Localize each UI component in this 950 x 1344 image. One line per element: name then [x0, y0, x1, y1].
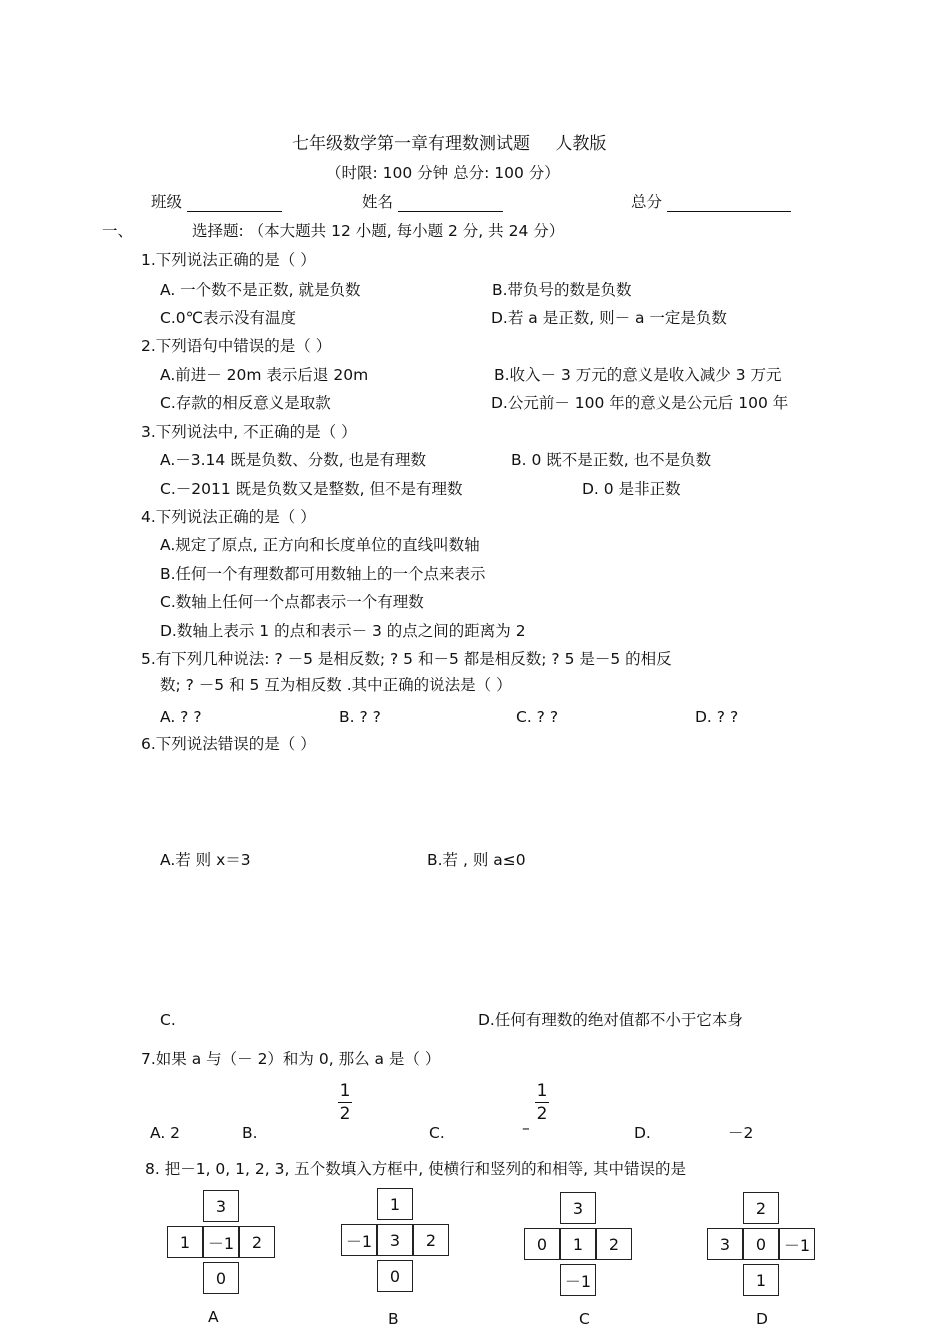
name-blank[interactable] [398, 194, 503, 212]
q1-option-b: B.带负号的数是负数 [492, 281, 632, 299]
grid-cell-right: 2 [596, 1228, 632, 1260]
grid-cell-center: 1 [560, 1228, 596, 1260]
edition-text: 人教版 [555, 134, 607, 154]
grid-cell-bottom: 1 [743, 1264, 779, 1296]
score-label: 总分 [631, 193, 663, 211]
subtitle: （时限: 100 分钟 总分: 100 分） [326, 164, 560, 182]
grid-cell-left: 0 [524, 1228, 560, 1260]
grid-cell-top: 1 [377, 1188, 413, 1220]
grid-cell-left: 1 [167, 1226, 203, 1258]
q1-stem: 1.下列说法正确的是（ ） [141, 251, 316, 269]
fraction-numerator: 1 [339, 1081, 351, 1101]
grid-label-b: B [388, 1310, 399, 1328]
q1-option-a: A. 一个数不是正数, 就是负数 [160, 281, 361, 299]
q2-option-c: C.存款的相反意义是取款 [160, 394, 331, 412]
q2-stem: 2.下列语句中错误的是（ ） [141, 337, 332, 355]
q5-option-a: A. ? ? [160, 708, 202, 726]
q1-option-c: C.0℃表示没有温度 [160, 309, 297, 327]
grid-cell-left: －1 [341, 1224, 377, 1256]
q7-option-a: A. 2 [150, 1124, 181, 1142]
q4-option-a: A.规定了原点, 正方向和长度单位的直线叫数轴 [160, 536, 480, 554]
grid-cell-top: 3 [560, 1192, 596, 1224]
fraction-bar [535, 1102, 549, 1103]
q4-option-c: C.数轴上任何一个点都表示一个有理数 [160, 593, 424, 611]
q2-option-d: D.公元前－ 100 年的意义是公元后 100 年 [491, 394, 789, 412]
q7-option-b-fraction [338, 1082, 352, 1123]
fraction-numerator: 1 [536, 1081, 548, 1101]
q7-option-d: D. [634, 1124, 651, 1142]
fraction-bar [338, 1102, 352, 1103]
q6-stem: 6.下列说法错误的是（ ） [141, 735, 316, 753]
q5-stem-line2: 数; ? －5 和 5 互为相反数 .其中正确的说法是（ ） [160, 676, 512, 694]
q4-option-d: D.数轴上表示 1 的点和表示－ 3 的点之间的距离为 2 [160, 622, 526, 640]
grid-cell-center: －1 [203, 1226, 239, 1258]
grid-label-d: D [756, 1310, 768, 1328]
grid-cell-left: 3 [707, 1228, 743, 1260]
grid-cell-top: 2 [743, 1192, 779, 1224]
grid-cell-right: －1 [779, 1228, 815, 1260]
grid-cell-right: 2 [413, 1224, 449, 1256]
q1-option-d: D.若 a 是正数, 则－ a 一定是负数 [491, 309, 727, 327]
q3-option-d: D. 0 是非正数 [582, 480, 681, 498]
q3-option-b: B. 0 既不是正数, 也不是负数 [511, 451, 712, 469]
section-number: 一、 [102, 222, 134, 240]
cross-grid-c [524, 1192, 632, 1296]
grid-cell-bottom: 0 [203, 1262, 239, 1294]
q7-option-c-fraction [535, 1082, 549, 1123]
grid-cell-center: 3 [377, 1224, 413, 1256]
title-text: 七年级数学第一章有理数测试题 [292, 134, 530, 154]
q6-option-b: B.若 , 则 a≤0 [427, 851, 526, 869]
q7-option-b: B. [242, 1124, 258, 1142]
class-label: 班级 [151, 193, 183, 211]
q5-option-d: D. ? ? [695, 708, 739, 726]
q6-option-a: A.若 则 x＝3 [160, 851, 251, 869]
q5-option-c: C. ? ? [516, 708, 559, 726]
score-blank[interactable] [667, 194, 791, 212]
q3-option-c: C.－2011 既是负数又是整数, 但不是有理数 [160, 480, 463, 498]
q3-stem: 3.下列说法中, 不正确的是（ ） [141, 423, 357, 441]
grid-label-c: C [579, 1310, 590, 1328]
grid-cell-bottom: －1 [560, 1264, 596, 1296]
q4-stem: 4.下列说法正确的是（ ） [141, 508, 316, 526]
section-heading: 选择题: （本大题共 12 小题, 每小题 2 分, 共 24 分） [192, 222, 565, 240]
grid-cell-top: 3 [203, 1190, 239, 1222]
q7-option-c: C. [429, 1124, 445, 1142]
q7-option-d-value: －2 [728, 1124, 754, 1142]
q6-option-c: C. [160, 1011, 176, 1029]
name-label: 姓名 [362, 193, 394, 211]
grid-cell-bottom: 0 [377, 1260, 413, 1292]
q6-option-d: D.任何有理数的绝对值都不小于它本身 [478, 1011, 743, 1029]
cross-grid-d [707, 1192, 815, 1296]
cross-grid-b [341, 1188, 449, 1292]
cross-grid-a [167, 1190, 275, 1294]
fraction-denominator: 2 [339, 1104, 351, 1124]
grid-cell-right: 2 [239, 1226, 275, 1258]
class-field [151, 192, 282, 212]
q5-stem-line1: 5.有下列几种说法: ? －5 是相反数; ? 5 和－5 都是相反数; ? 5 是－5 的相反 [141, 650, 672, 668]
class-blank[interactable] [187, 194, 282, 212]
page-title [292, 134, 606, 154]
score-field [631, 192, 791, 212]
q7-option-c-minus: – [522, 1119, 530, 1137]
q3-option-a: A.－3.14 既是负数、分数, 也是有理数 [160, 451, 427, 469]
q8-stem: 8. 把－1, 0, 1, 2, 3, 五个数填入方框中, 使横行和竖列的和相等, 其中错误的是 [145, 1160, 687, 1178]
fraction-denominator: 2 [536, 1104, 548, 1124]
q7-stem: 7.如果 a 与（－ 2）和为 0, 那么 a 是（ ） [141, 1050, 441, 1068]
q2-option-b: B.收入－ 3 万元的意义是收入减少 3 万元 [494, 366, 782, 384]
grid-cell-center: 0 [743, 1228, 779, 1260]
name-field [362, 192, 503, 212]
q4-option-b: B.任何一个有理数都可用数轴上的一个点来表示 [160, 565, 486, 583]
q5-option-b: B. ? ? [339, 708, 381, 726]
grid-label-a: A [208, 1308, 219, 1326]
q2-option-a: A.前进－ 20m 表示后退 20m [160, 366, 369, 384]
